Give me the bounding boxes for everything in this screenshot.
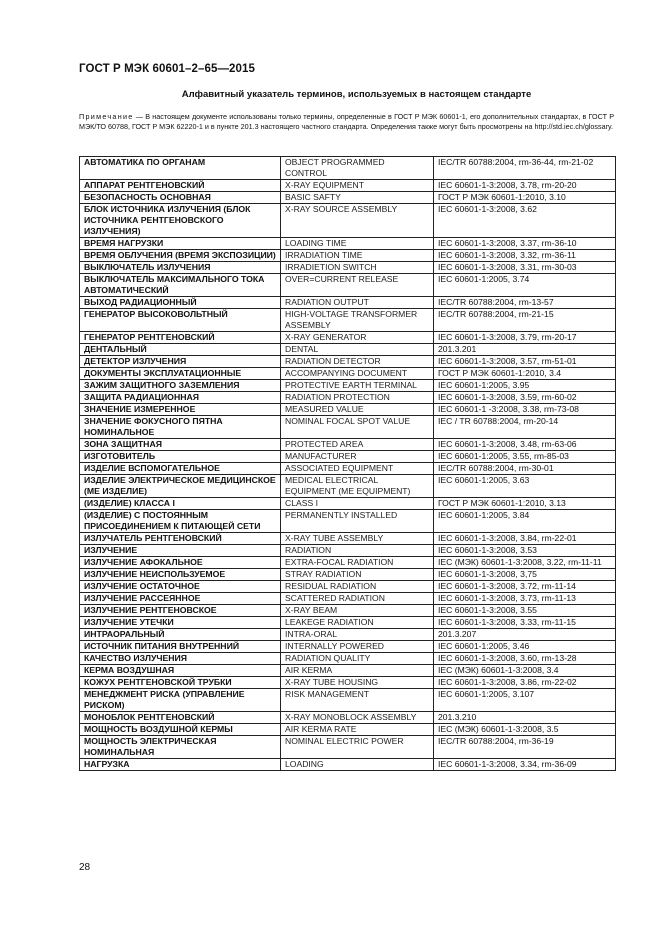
term-en-cell: X-RAY TUBE HOUSING [281,677,434,689]
term-ru-cell: ИЗЛУЧЕНИЕ ОСТАТОЧНОЕ [80,581,281,593]
term-ru-cell: ИЗЛУЧЕНИЕ УТЕЧКИ [80,617,281,629]
term-reference-cell: IEC/TR 60788:2004, rm-36-19 [434,736,616,759]
term-reference-cell: ГОСТ Р МЭК 60601-1:2010, 3.10 [434,192,616,204]
term-ru-cell: ИНТРАОРАЛЬНЫЙ [80,629,281,641]
term-en-cell: LOADING TIME [281,238,434,250]
table-row [80,204,616,238]
term-ru-cell: ВРЕМЯ НАГРУЗКИ [80,238,281,250]
term-ru-cell: (ИЗДЕЛИЕ) С ПОСТОЯННЫМ ПРИСОЕДИНЕНИЕМ К ПИТАЮЩЕЙ СЕТИ [80,510,281,533]
term-en-cell: EXTRA-FOCAL RADIATION [281,557,434,569]
term-reference-cell: IEC 60601-1-3:2008, 3,75 [434,569,616,581]
term-ru-cell: ВЫКЛЮЧАТЕЛЬ МАКСИМАЛЬНОГО ТОКА АВТОМАТИЧЕСКИЙ [80,274,281,297]
term-ru-cell: ГЕНЕРАТОР ВЫСОКОВОЛЬТНЫЙ [80,309,281,332]
term-en-cell: RADIATION QUALITY [281,653,434,665]
term-en-cell: OBJECT PROGRAMMED CONTROL [281,157,434,180]
term-reference-cell: IEC 60601-1-3:2008, 3.31, rm-30-03 [434,262,616,274]
term-reference-cell: IEC/TR 60788:2004, rm-30-01 [434,463,616,475]
term-en-cell: MANUFACTURER [281,451,434,463]
term-en-cell: LEAKEGE RADIATION [281,617,434,629]
term-ru-cell: ИЗЛУЧЕНИЕ РАССЕЯННОЕ [80,593,281,605]
term-reference-cell: 201.3.207 [434,629,616,641]
table-row [80,309,616,332]
term-reference-cell: IEC 60601-1-3:2008, 3.37, rm-36-10 [434,238,616,250]
term-reference-cell: IEC 60601-1-3:2008, 3.72, rm-11-14 [434,581,616,593]
table-row [80,380,616,392]
term-ru-cell: ИСТОЧНИК ПИТАНИЯ ВНУТРЕННИЙ [80,641,281,653]
table-row [80,274,616,297]
term-en-cell: HIGH-VOLTAGE TRANSFORMER ASSEMBLY [281,309,434,332]
term-ru-cell: ВЫКЛЮЧАТЕЛЬ ИЗЛУЧЕНИЯ [80,262,281,274]
term-reference-cell: IEC/TR 60788:2004, rm-36-44, rm-21-02 [434,157,616,180]
table-row [80,593,616,605]
term-ru-cell: ИЗЛУЧЕНИЕ [80,545,281,557]
table-row [80,724,616,736]
term-en-cell: PROTECTED AREA [281,439,434,451]
term-reference-cell: IEC 60601-1:2005, 3.55, rm-85-03 [434,451,616,463]
term-en-cell: DENTAL [281,344,434,356]
table-row [80,629,616,641]
term-en-cell: BASIC SAFTY [281,192,434,204]
table-row [80,510,616,533]
term-ru-cell: ЗНАЧЕНИЕ ФОКУСНОГО ПЯТНА НОМИНАЛЬНОЕ [80,416,281,439]
terms-table [79,156,616,771]
term-ru-cell: ИЗГОТОВИТЕЛЬ [80,451,281,463]
note-paragraph [79,112,614,133]
term-en-cell: CLASS I [281,498,434,510]
term-en-cell: X-RAY TUBE ASSEMBLY [281,533,434,545]
term-en-cell: AIR KERMA RATE [281,724,434,736]
term-ru-cell: КЕРМА ВОЗДУШНАЯ [80,665,281,677]
table-row [80,157,616,180]
table-row [80,344,616,356]
term-ru-cell: ЗАЖИМ ЗАЩИТНОГО ЗАЗЕМЛЕНИЯ [80,380,281,392]
term-en-cell: X-RAY MONOBLOCK ASSEMBLY [281,712,434,724]
term-reference-cell: IEC (МЭК) 60601-1-3:2008, 3.22, rm-11-11 [434,557,616,569]
table-row [80,392,616,404]
term-reference-cell: IEC 60601-1-3:2008, 3.34, rm-36-09 [434,759,616,771]
term-en-cell: RISK MANAGEMENT [281,689,434,712]
term-reference-cell: IEC 60601-1-3:2008, 3.59, rm-60-02 [434,392,616,404]
term-en-cell: INTRA-ORAL [281,629,434,641]
table-row [80,498,616,510]
term-ru-cell: НАГРУЗКА [80,759,281,771]
term-ru-cell: МЕНЕДЖМЕНТ РИСКА (УПРАВЛЕНИЕ РИСКОМ) [80,689,281,712]
term-ru-cell: КАЧЕСТВО ИЗЛУЧЕНИЯ [80,653,281,665]
index-title: Алфавитный указатель терминов, используемых в настоящем стандарте [181,89,532,100]
term-ru-cell: ЗОНА ЗАЩИТНАЯ [80,439,281,451]
table-row [80,439,616,451]
term-ru-cell: (ИЗДЕЛИЕ) КЛАССА I [80,498,281,510]
term-reference-cell: IEC 60601-1-3:2008, 3.86, rm-22-02 [434,677,616,689]
term-en-cell: RADIATION [281,545,434,557]
term-reference-cell: IEC 60601-1:2005, 3.46 [434,641,616,653]
term-reference-cell: IEC/TR 60788:2004, rm-13-57 [434,297,616,309]
term-reference-cell: IEC 60601-1-3:2008, 3.79, rm-20-17 [434,332,616,344]
term-en-cell: RESIDUAL RADIATION [281,581,434,593]
term-en-cell: X-RAY GENERATOR [281,332,434,344]
term-reference-cell: IEC 60601-1:2005, 3.84 [434,510,616,533]
term-en-cell: ASSOCIATED EQUIPMENT [281,463,434,475]
table-row [80,736,616,759]
term-reference-cell: IEC 60601-1-3:2008, 3.48, rm-63-06 [434,439,616,451]
term-en-cell: IRRADIATION TIME [281,250,434,262]
term-ru-cell: ДЕНТАЛЬНЫЙ [80,344,281,356]
term-en-cell: RADIATION OUTPUT [281,297,434,309]
table-row [80,712,616,724]
term-ru-cell: ЗАЩИТА РАДИАЦИОННАЯ [80,392,281,404]
term-en-cell: STRAY RADIATION [281,569,434,581]
term-reference-cell: IEC 60601-1-3:2008, 3.84, rm-22-01 [434,533,616,545]
term-ru-cell: ИЗЛУЧАТЕЛЬ РЕНТГЕНОВСКИЙ [80,533,281,545]
term-en-cell: RADIATION DETECTOR [281,356,434,368]
term-reference-cell: IEC 60601-1-3:2008, 3.62 [434,204,616,238]
table-row [80,368,616,380]
table-row [80,332,616,344]
term-reference-cell: IEC (МЭК) 60601-1-3:2008, 3.4 [434,665,616,677]
term-ru-cell: ИЗДЕЛИЕ ВСПОМОГАТЕЛЬНОЕ [80,463,281,475]
table-row [80,557,616,569]
table-row [80,677,616,689]
term-ru-cell: МОЩНОСТЬ ЭЛЕКТРИЧЕСКАЯ НОМИНАЛЬНАЯ [80,736,281,759]
term-reference-cell: ГОСТ Р МЭК 60601-1:2010, 3.4 [434,368,616,380]
term-en-cell: RADIATION PROTECTION [281,392,434,404]
term-reference-cell: IEC 60601-1-3:2008, 3.33, rm-11-15 [434,617,616,629]
term-reference-cell: IEC 60601-1 -3:2008, 3.38, rm-73-08 [434,404,616,416]
table-row [80,665,616,677]
term-reference-cell: IEC 60601-1:2005, 3.107 [434,689,616,712]
term-ru-cell: ДОКУМЕНТЫ ЭКСПЛУАТАЦИОННЫЕ [80,368,281,380]
term-en-cell: SCATTERED RADIATION [281,593,434,605]
terms-table-body [80,157,616,771]
term-ru-cell: ИЗДЕЛИЕ ЭЛЕКТРИЧЕСКОЕ МЕДИЦИНСКОЕ (МЕ ИЗДЕЛИЕ) [80,475,281,498]
term-reference-cell: IEC 60601-1-3:2008, 3.55 [434,605,616,617]
term-ru-cell: АВТОМАТИКА ПО ОРГАНАМ [80,157,281,180]
table-row [80,238,616,250]
page-number: 28 [79,862,91,873]
table-row [80,759,616,771]
table-row [80,617,616,629]
term-ru-cell: ВРЕМЯ ОБЛУЧЕНИЯ (ВРЕМЯ ЭКСПОЗИЦИИ) [80,250,281,262]
table-row [80,356,616,368]
term-ru-cell: МОНОБЛОК РЕНТГЕНОВСКИЙ [80,712,281,724]
table-row [80,533,616,545]
table-row [80,475,616,498]
term-en-cell: INTERNALLY POWERED [281,641,434,653]
table-row [80,605,616,617]
term-ru-cell: ДЕТЕКТОР ИЗЛУЧЕНИЯ [80,356,281,368]
table-row [80,250,616,262]
table-row [80,545,616,557]
term-ru-cell: КОЖУХ РЕНТГЕНОВСКОЙ ТРУБКИ [80,677,281,689]
table-row [80,297,616,309]
term-en-cell: NOMINAL ELECTRIC POWER [281,736,434,759]
term-reference-cell: IEC 60601-1-3:2008, 3.73, rm-11-13 [434,593,616,605]
term-reference-cell: IEC 60601-1:2005, 3.74 [434,274,616,297]
term-ru-cell: БЛОК ИСТОЧНИКА ИЗЛУЧЕНИЯ (БЛОК ИСТОЧНИКА РЕНТГЕНОВСКОГО ИЗЛУЧЕНИЯ) [80,204,281,238]
table-row [80,653,616,665]
term-reference-cell: 201.3.201 [434,344,616,356]
term-reference-cell: ГОСТ Р МЭК 60601-1:2010, 3.13 [434,498,616,510]
term-reference-cell: IEC (МЭК) 60601-1-3:2008, 3.5 [434,724,616,736]
term-reference-cell: 201.3.210 [434,712,616,724]
table-row [80,262,616,274]
table-row [80,416,616,439]
term-en-cell: PERMANENTLY INSTALLED [281,510,434,533]
table-row [80,569,616,581]
note-label: Примечание [79,112,134,121]
term-reference-cell: IEC 60601-1:2005, 3.63 [434,475,616,498]
term-en-cell: MEDICAL ELECTRICAL EQUIPMENT (ME EQUIPMENT) [281,475,434,498]
table-row [80,192,616,204]
term-reference-cell: IEC 60601-1-3:2008, 3.60, rm-13-28 [434,653,616,665]
term-en-cell: ACCOMPANYING DOCUMENT [281,368,434,380]
term-ru-cell: МОЩНОСТЬ ВОЗДУШНОЙ КЕРМЫ [80,724,281,736]
table-row [80,581,616,593]
term-en-cell: LOADING [281,759,434,771]
term-en-cell: IRRADIETION SWITCH [281,262,434,274]
table-row [80,463,616,475]
table-row [80,641,616,653]
table-row [80,404,616,416]
term-en-cell: X-RAY SOURCE ASSEMBLY [281,204,434,238]
term-en-cell: AIR KERMA [281,665,434,677]
term-ru-cell: ГЕНЕРАТОР РЕНТГЕНОВСКИЙ [80,332,281,344]
term-reference-cell: IEC 60601-1-3:2008, 3.78, rm-20-20 [434,180,616,192]
term-ru-cell: БЕЗОПАСНОСТЬ ОСНОВНАЯ [80,192,281,204]
table-row [80,689,616,712]
term-ru-cell: ИЗЛУЧЕНИЕ РЕНТГЕНОВСКОЕ [80,605,281,617]
table-row [80,180,616,192]
term-ru-cell: ЗНАЧЕНИЕ ИЗМЕРЕННОЕ [80,404,281,416]
term-en-cell: NOMINAL FOCAL SPOT VALUE [281,416,434,439]
term-reference-cell: IEC 60601-1-3:2008, 3.53 [434,545,616,557]
term-en-cell: X-RAY EQUIPMENT [281,180,434,192]
term-en-cell: MEASURED VALUE [281,404,434,416]
term-reference-cell: IEC 60601-1:2005, 3.95 [434,380,616,392]
note-text: — В настоящем документе использованы только термины, определенные в ГОСТ Р МЭК 60601-1, его дополнительных стандартах, в ГОСТ Р МЭК/ТО 60788, ГОСТ Р МЭК 62220-1 и в пункте 201.3 настоящего частного стандарта. Определения также могут быть просмотрены на http://std.iec.ch/glossary. [79,112,614,132]
term-en-cell: X-RAY BEAM [281,605,434,617]
term-ru-cell: АППАРАТ РЕНТГЕНОВСКИЙ [80,180,281,192]
term-en-cell: PROTECTIVE EARTH TERMINAL [281,380,434,392]
term-ru-cell: ИЗЛУЧЕНИЕ АФОКАЛЬНОЕ [80,557,281,569]
document-header: ГОСТ Р МЭК 60601–2–65—2015 [79,63,256,75]
table-row [80,451,616,463]
term-ru-cell: ИЗЛУЧЕНИЕ НЕИСПОЛЬЗУЕМОЕ [80,569,281,581]
term-ru-cell: ВЫХОД РАДИАЦИОННЫЙ [80,297,281,309]
term-reference-cell: IEC 60601-1-3:2008, 3.32, rm-36-11 [434,250,616,262]
term-reference-cell: IEC/TR 60788:2004, rm-21-15 [434,309,616,332]
term-reference-cell: IEC 60601-1-3:2008, 3.57, rm-51-01 [434,356,616,368]
term-reference-cell: IEC / TR 60788:2004, rm-20-14 [434,416,616,439]
term-en-cell: OVER=CURRENT RELEASE [281,274,434,297]
